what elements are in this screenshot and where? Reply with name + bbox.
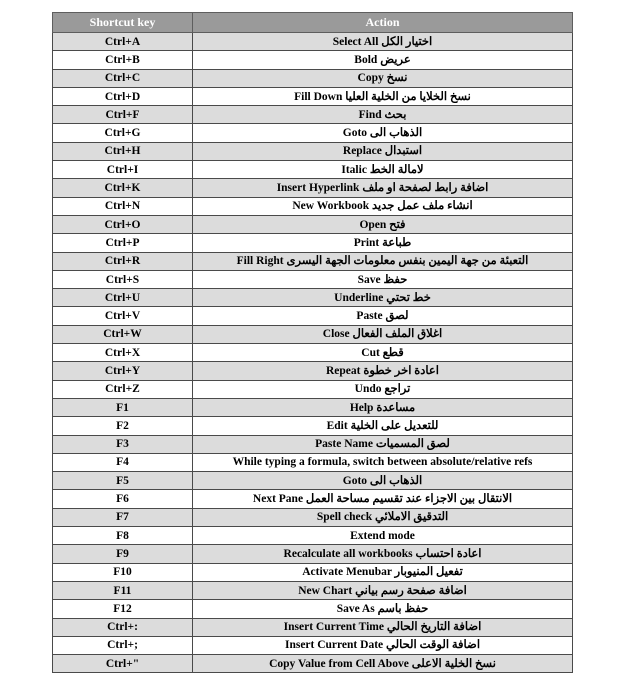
action-cell: Help مساعدة <box>193 398 573 416</box>
shortcut-key-cell: Ctrl+B <box>53 51 193 69</box>
table-row <box>53 179 573 197</box>
action-cell: Italic لامالة الخط <box>193 161 573 179</box>
table-row <box>53 636 573 654</box>
table-row <box>53 106 573 124</box>
table-row <box>53 234 573 252</box>
table-row <box>53 124 573 142</box>
shortcut-key-cell: Ctrl+D <box>53 87 193 105</box>
action-cell: Paste Name لصق المسميات <box>193 435 573 453</box>
action-cell: Insert Hyperlink اضافة رابط لصفحة او ملف <box>193 179 573 197</box>
table-row <box>53 69 573 87</box>
table-row <box>53 527 573 545</box>
action-cell: Paste لصق <box>193 307 573 325</box>
table-row <box>53 197 573 215</box>
action-cell: Next Pane الانتقال بين الاجزاء عند تقسيم مساحة العمل <box>193 490 573 508</box>
shortcut-key-cell: Ctrl+" <box>53 655 193 673</box>
shortcut-key-cell: Ctrl+W <box>53 325 193 343</box>
shortcut-key-cell: F11 <box>53 581 193 599</box>
table-row <box>53 655 573 673</box>
shortcut-key-cell: Ctrl+P <box>53 234 193 252</box>
shortcut-key-cell: F12 <box>53 600 193 618</box>
table-row <box>53 508 573 526</box>
table-row <box>53 398 573 416</box>
action-cell: Bold عريض <box>193 51 573 69</box>
shortcut-key-cell: Ctrl+Y <box>53 362 193 380</box>
shortcut-key-cell: Ctrl+A <box>53 33 193 51</box>
table-row <box>53 581 573 599</box>
action-cell: Underline خط تحتي <box>193 289 573 307</box>
table-row <box>53 307 573 325</box>
action-cell: Undo تراجع <box>193 380 573 398</box>
action-cell: Find بحث <box>193 106 573 124</box>
shortcut-key-cell: F1 <box>53 398 193 416</box>
action-cell: Repeat اعادة اخر خطوة <box>193 362 573 380</box>
table-row <box>53 435 573 453</box>
shortcut-key-cell: Ctrl+Z <box>53 380 193 398</box>
action-cell: Goto الذهاب الى <box>193 124 573 142</box>
table-row <box>53 545 573 563</box>
shortcut-key-cell: F7 <box>53 508 193 526</box>
action-cell: New Chart اضافة صفحة رسم بياني <box>193 581 573 599</box>
shortcut-key-cell: Ctrl+F <box>53 106 193 124</box>
header-row <box>53 13 573 33</box>
table-row <box>53 490 573 508</box>
action-cell: Replace استبدال <box>193 142 573 160</box>
table-row <box>53 563 573 581</box>
shortcut-key-cell: Ctrl+N <box>53 197 193 215</box>
action-cell: Save As حفظ باسم <box>193 600 573 618</box>
shortcut-key-cell: F8 <box>53 527 193 545</box>
shortcut-key-cell: Ctrl+: <box>53 618 193 636</box>
action-cell: Select All اختيار الكل <box>193 33 573 51</box>
shortcut-key-cell: Ctrl+I <box>53 161 193 179</box>
shortcut-key-cell: Ctrl+V <box>53 307 193 325</box>
action-cell: Open فتح <box>193 215 573 233</box>
action-cell: Copy Value from Cell Above نسخ الخلية الاعلى <box>193 655 573 673</box>
shortcut-key-cell: Ctrl+; <box>53 636 193 654</box>
action-cell: Save حفظ <box>193 270 573 288</box>
table-row <box>53 472 573 490</box>
table-row <box>53 270 573 288</box>
shortcut-key-cell: Ctrl+K <box>53 179 193 197</box>
shortcut-key-cell: F4 <box>53 453 193 471</box>
table-row <box>53 453 573 471</box>
table-body <box>53 33 573 673</box>
action-cell: Recalculate all workbooks اعادة احتساب <box>193 545 573 563</box>
shortcut-key-cell: F3 <box>53 435 193 453</box>
shortcut-key-cell: Ctrl+H <box>53 142 193 160</box>
table-row <box>53 417 573 435</box>
shortcut-key-cell: Ctrl+S <box>53 270 193 288</box>
table-row <box>53 252 573 270</box>
action-cell: Fill Down نسخ الخلايا من الخلية العليا <box>193 87 573 105</box>
table-row <box>53 600 573 618</box>
table-row <box>53 87 573 105</box>
action-cell: Goto الذهاب الى <box>193 472 573 490</box>
table-row <box>53 344 573 362</box>
shortcut-key-cell: Ctrl+O <box>53 215 193 233</box>
action-cell: Cut قطع <box>193 344 573 362</box>
shortcut-key-cell: Ctrl+X <box>53 344 193 362</box>
shortcut-key-cell: F10 <box>53 563 193 581</box>
shortcut-sheet <box>52 12 572 673</box>
table-row <box>53 142 573 160</box>
shortcut-key-cell: F2 <box>53 417 193 435</box>
table-row <box>53 161 573 179</box>
table-row <box>53 618 573 636</box>
action-cell: Print طباعة <box>193 234 573 252</box>
action-cell: Insert Current Time اضافة التاريخ الحالي <box>193 618 573 636</box>
action-cell: Activate Menubar تفعيل المنيوبار <box>193 563 573 581</box>
shortcut-key-cell: Ctrl+C <box>53 69 193 87</box>
action-cell: Extend mode <box>193 527 573 545</box>
table-row <box>53 380 573 398</box>
table-header <box>53 13 573 33</box>
table-row <box>53 33 573 51</box>
shortcut-key-cell: F6 <box>53 490 193 508</box>
header-action: Action <box>193 13 573 33</box>
shortcut-key-cell: Ctrl+R <box>53 252 193 270</box>
shortcut-key-cell: F9 <box>53 545 193 563</box>
action-cell: Edit للتعديل على الخلية <box>193 417 573 435</box>
action-cell: While typing a formula, switch between absolute/relative refs <box>193 453 573 471</box>
action-cell: Copy نسخ <box>193 69 573 87</box>
action-cell: Fill Right التعبئة من جهة اليمين بنفس معلومات الجهة اليسرى <box>193 252 573 270</box>
table-row <box>53 325 573 343</box>
table-row <box>53 215 573 233</box>
shortcut-key-cell: Ctrl+U <box>53 289 193 307</box>
action-cell: Insert Current Date اضافة الوقت الحالي <box>193 636 573 654</box>
action-cell: Spell check التدقيق الاملائي <box>193 508 573 526</box>
table-row <box>53 51 573 69</box>
table-row <box>53 362 573 380</box>
header-shortcut-key: Shortcut key <box>53 13 193 33</box>
shortcuts-table <box>52 12 573 673</box>
table-row <box>53 289 573 307</box>
action-cell: Close اغلاق الملف الفعال <box>193 325 573 343</box>
action-cell: New Workbook انشاء ملف عمل جديد <box>193 197 573 215</box>
shortcut-key-cell: F5 <box>53 472 193 490</box>
shortcut-key-cell: Ctrl+G <box>53 124 193 142</box>
